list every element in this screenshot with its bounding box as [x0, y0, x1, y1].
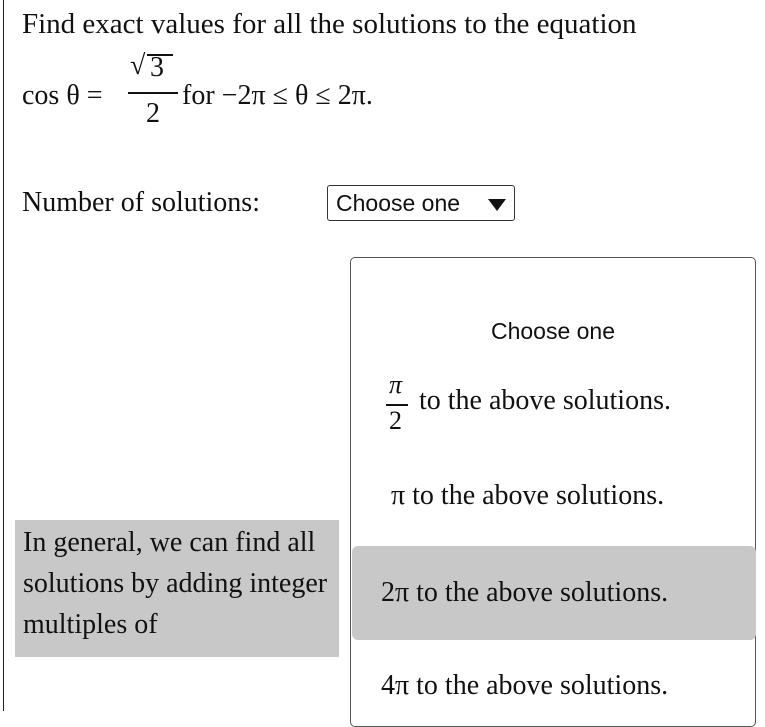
option-4pi[interactable]: 4π to the above solutions. — [381, 670, 669, 701]
option-choose-one[interactable]: Choose one — [490, 318, 616, 344]
fraction-numerator — [128, 48, 178, 86]
option-2pi-highlighted[interactable]: 2π to the above solutions. — [352, 546, 756, 640]
question-intro: Find exact values for all the solutions to the equation — [22, 8, 637, 40]
option-fraction-numerator: π — [389, 370, 403, 399]
number-of-solutions-label: Number of solutions: — [22, 187, 260, 218]
fraction-denominator: 2 — [146, 98, 160, 129]
sqrt-radicand: 3 — [150, 52, 164, 83]
sqrt-icon: √ — [130, 50, 146, 81]
option-label: to the above solutions. — [419, 385, 671, 416]
equation-lhs: cos θ = — [22, 80, 103, 111]
option-pi-over-2[interactable] — [351, 368, 755, 438]
dropdown-arrow-icon — [488, 199, 506, 211]
select-value: Choose one — [336, 190, 461, 216]
general-solution-text: In general, we can find all solutions by adding integer multiples of — [15, 520, 339, 657]
fraction-bar — [128, 92, 178, 94]
left-border — [3, 0, 4, 711]
equation-domain: for −2π ≤ θ ≤ 2π. — [182, 80, 373, 111]
number-of-solutions-select[interactable] — [327, 185, 515, 221]
option-fraction-denominator: 2 — [389, 406, 402, 435]
option-pi[interactable]: π to the above solutions. — [391, 480, 665, 511]
multiples-dropdown-menu[interactable] — [350, 257, 756, 727]
